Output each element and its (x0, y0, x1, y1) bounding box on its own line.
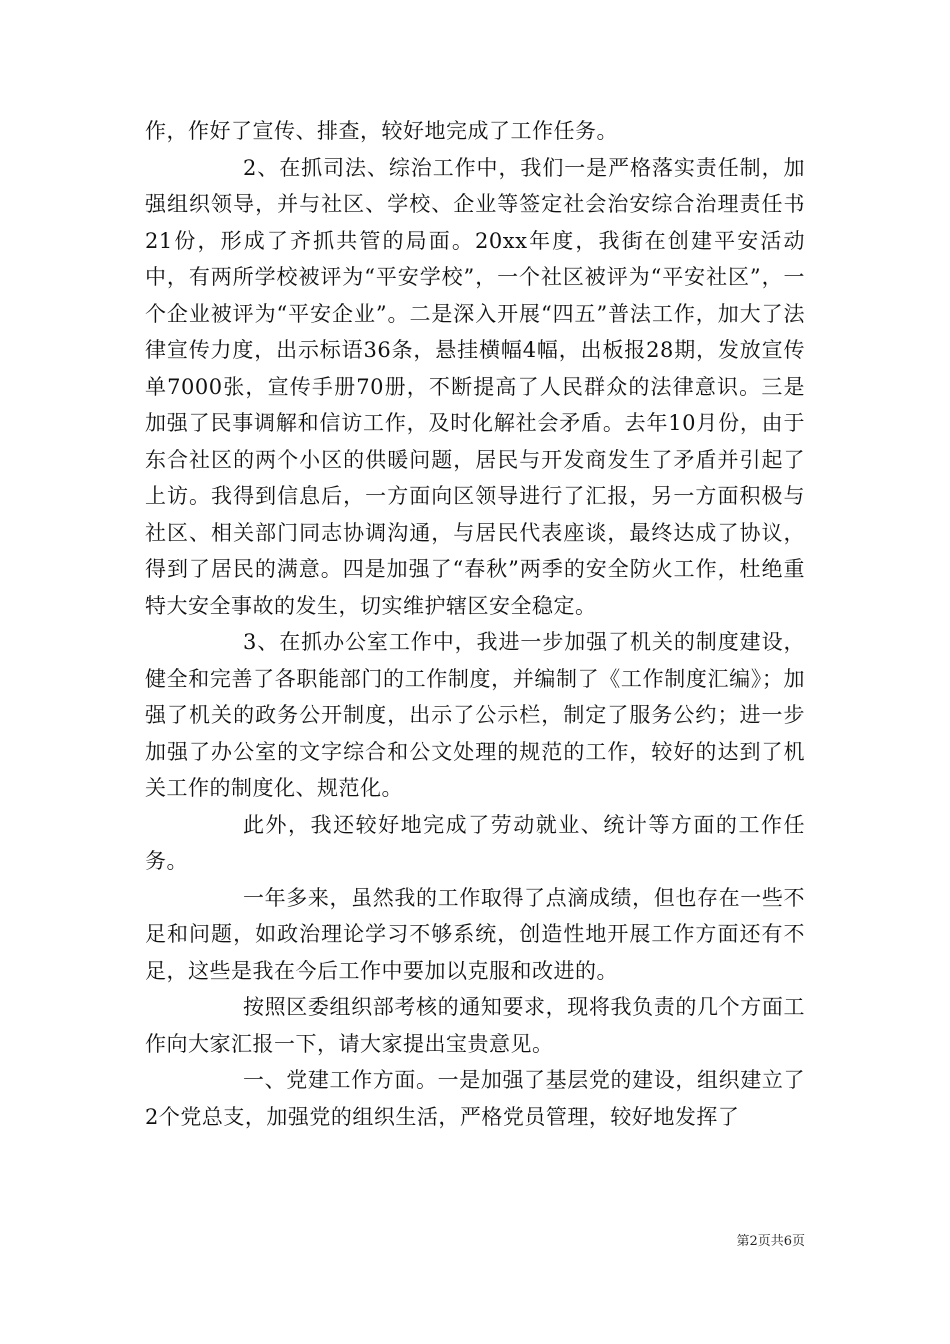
paragraph-3: 3、在抓办公室工作中，我进一步加强了机关的制度建设，健全和完善了各职能部门的工作制度，并编制了《工作制度汇编》；加强了机关的政务公开制度，出示了公示栏，制定了服务公约；进一步加强了办公室的文字综合和公文处理的规范的工作，较好的达到了机关工作的制度化、规范化。 (145, 630, 805, 800)
paragraph-6: 按照区委组织部考核的通知要求，现将我负责的几个方面工作向大家汇报一下，请大家提出宝贵意见。 (145, 995, 805, 1056)
paragraph-2: 2、在抓司法、综治工作中，我们一是严格落实责任制，加强组织领导，并与社区、学校、企业等签定社会治安综合治理责任书21份，形成了齐抓共管的局面。20xx年度，我街在创建平安活动中，有两所学校被评为“平安学校”，一个社区被评为“平安社区”，一个企业被评为“平安企业”。二是深入开展“四五”普法工作，加大了法律宣传力度，出示标语36条，悬挂横幅4幅，出板报28期，发放宣传单7000张，宣传手册70册，不断提高了人民群众的法律意识。三是加强了民事调解和信访工作，及时化解社会矛盾。去年10月份，由于东合社区的两个小区的供暖问题，居民与开发商发生了矛盾并引起了上访。我得到信息后，一方面向区领导进行了汇报，另一方面积极与社区、相关部门同志协调沟通，与居民代表座谈，最终达成了协议，得到了居民的满意。四是加强了“春秋”两季的安全防火工作，杜绝重特大安全事故的发生，切实维护辖区安全稳定。 (145, 155, 805, 618)
paragraph-5: 一年多来，虽然我的工作取得了点滴成绩，但也存在一些不足和问题，如政治理论学习不够系统，创造性地开展工作方面还有不足，这些是我在今后工作中要加以克服和改进的。 (145, 885, 805, 983)
document-body (145, 113, 805, 1135)
paragraph-1: 作，作好了宣传、排查，较好地完成了工作任务。 (145, 119, 618, 143)
paragraph-7: 一、党建工作方面。一是加强了基层党的建设，组织建立了2个党总支，加强党的组织生活，严格党员管理，较好地发挥了 (145, 1068, 805, 1129)
paragraph-4: 此外，我还较好地完成了劳动就业、统计等方面的工作任务。 (145, 812, 805, 873)
page-number-footer: 第2页共6页 (736, 1234, 805, 1249)
